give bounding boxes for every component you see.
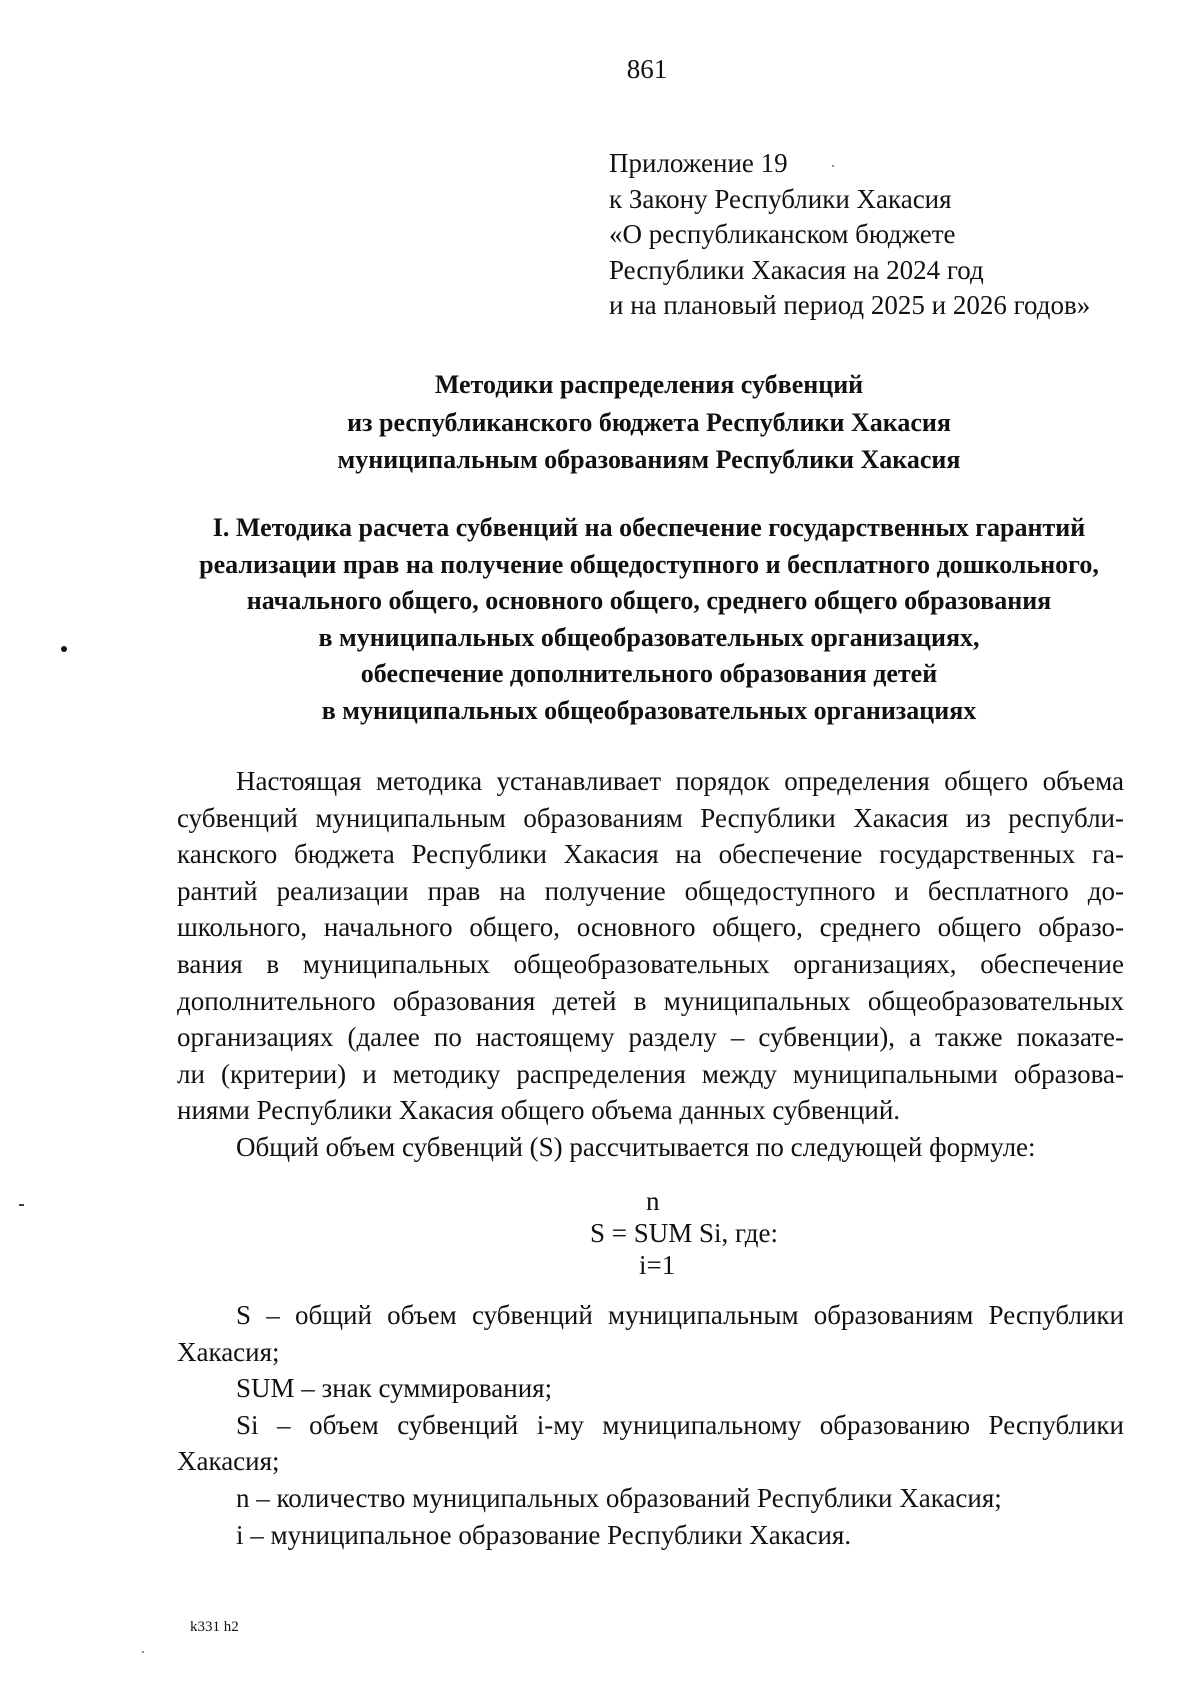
paragraph-line: канского бюджета Республики Хакасия на обеспечение государственных га- [177, 839, 1124, 870]
section-heading [176, 510, 1122, 729]
paragraph-line: дополнительного образования детей в муниципальных общеобразовательных [177, 985, 1124, 1016]
paragraph-line: организациях (далее по настоящему разделу – субвенции), а также показате- [177, 1022, 1124, 1053]
paragraph-line: ниями Республики Хакасия общего объема данных субвенций. [177, 1095, 901, 1126]
paragraph-line: Настоящая методика устанавливает порядок определения общего объема [236, 766, 1124, 796]
formula-intro: Общий объем субвенций (S) рассчитывается по следующей формуле: [236, 1131, 1036, 1162]
formula-definitions [177, 1297, 1124, 1553]
scan-mark [61, 646, 67, 652]
formula-expression: S = SUM Si, где: [590, 1218, 778, 1248]
definition-line: n – количество муниципальных образований Республики Хакасия; [236, 1482, 1002, 1513]
appendix-line: Приложение 19 [609, 148, 788, 178]
section-heading-line: обеспечение дополнительного образования детей [360, 659, 938, 688]
formula-upper-limit: n [646, 1186, 660, 1216]
paragraph-line: ли (критерии) и методику распределения между муниципальными образова- [177, 1058, 1124, 1089]
page-number: 861 [626, 54, 668, 84]
section-heading-line: реализации прав на получение общедоступного и бесплатного дошкольного, [199, 549, 1099, 579]
scan-mark [832, 165, 834, 167]
appendix-line: к Закону Республики Хакасия [609, 183, 952, 214]
formula-lower-limit: i=1 [639, 1250, 676, 1280]
definition-line: Хакасия; [177, 1446, 280, 1477]
title-line: Методики распределения субвенций [434, 370, 864, 399]
intro-paragraph [177, 763, 1124, 1166]
definition-line: Хакасия; [177, 1336, 280, 1367]
appendix-line: Республики Хакасия на 2024 год [609, 254, 984, 285]
paragraph-line: рантий реализации прав на получение общедоступного и бесплатного до- [177, 875, 1124, 906]
paragraph-line: школьного, начального общего, основного общего, среднего общего образо- [177, 912, 1124, 943]
paragraph-line: субвенций муниципальным образованиям Республики Хакасия из республи- [177, 802, 1124, 833]
appendix-reference [609, 146, 1090, 324]
document-code: k331 h2 [190, 1619, 239, 1635]
scan-mark [142, 1651, 144, 1653]
document-title [176, 366, 1122, 479]
paragraph-line: вания в муниципальных общеобразовательных организациях, обеспечение [177, 948, 1124, 979]
definition-line: S – общий объем субвенций муниципальным образованиям Республики [236, 1300, 1124, 1330]
section-heading-line: I. Методика расчета субвенций на обеспечение государственных гарантий [212, 513, 1086, 542]
scan-mark [19, 1204, 24, 1206]
title-line: из республиканского бюджета Республики Хакасия [347, 407, 951, 437]
section-heading-line: в муниципальных общеобразовательных организациях, [318, 622, 980, 652]
appendix-line: и на плановый период 2025 и 2026 годов» [609, 290, 1091, 320]
section-heading-line: начального общего, основного общего, среднего общего образования [246, 586, 1052, 615]
title-line: муниципальным образованиям Республики Хакасия [337, 445, 961, 474]
definition-line: SUM – знак суммирования; [236, 1373, 553, 1404]
definition-line: i – муниципальное образование Республики Хакасия. [236, 1519, 852, 1550]
section-heading-line: в муниципальных общеобразовательных организациях [321, 695, 977, 725]
definition-line: Si – объем субвенций i-му муниципальному образованию Республики [236, 1409, 1124, 1440]
appendix-line: «О республиканском бюджете [609, 219, 956, 249]
